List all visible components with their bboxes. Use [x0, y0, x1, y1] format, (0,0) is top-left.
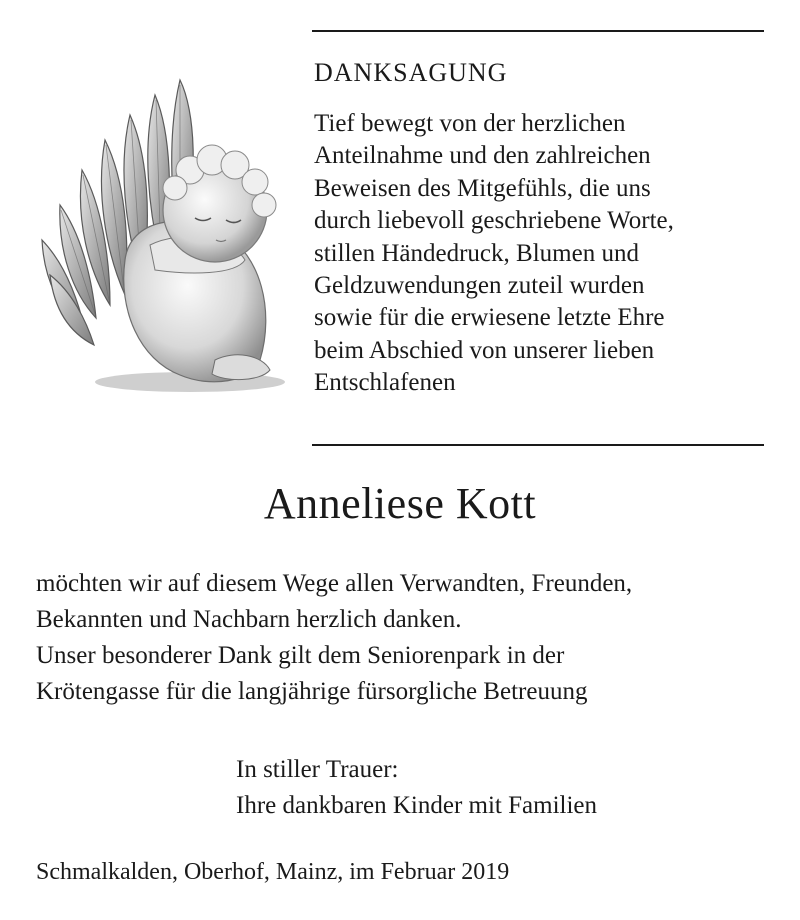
place-and-date: Schmalkalden, Oberhof, Mainz, im Februar 2019 [36, 859, 510, 885]
intro-line: Entschlafenen [314, 369, 456, 397]
intro-line: Anteilnahme und den zahlreichen [314, 142, 651, 170]
bottom-divider [312, 444, 764, 446]
deceased-name: Anneliese Kott [263, 479, 537, 528]
intro-paragraph [314, 108, 774, 400]
signoff-line: In stiller Trauer: [236, 756, 399, 783]
intro-line: Beweisen des Mitgefühls, die uns [314, 174, 651, 202]
body-line: Bekannten und Nachbarn herzlich danken. [36, 606, 462, 633]
body-line: möchten wir auf diesem Wege allen Verwandten, Freunden, [36, 570, 633, 597]
intro-line: durch liebevoll geschriebene Worte, [314, 207, 674, 235]
intro-line: beim Abschied von unserer lieben [314, 336, 655, 364]
thanks-paragraph [36, 566, 786, 710]
notice-heading: DANKSAGUNG [314, 58, 508, 87]
signoff [236, 752, 597, 824]
signoff-line: Ihre dankbaren Kinder mit Familien [236, 792, 597, 819]
intro-line: sowie für die erwiesene letzte Ehre [314, 304, 665, 332]
intro-line: Geldzuwendungen zuteil wurden [314, 272, 645, 300]
body-line: Unser besonderer Dank gilt dem Seniorenpark in der [36, 642, 565, 669]
intro-line: stillen Händedruck, Blumen und [314, 239, 639, 267]
intro-line: Tief bewegt von der herzlichen [314, 110, 626, 137]
top-divider [312, 30, 764, 32]
sleeping-angel-image [30, 70, 290, 400]
body-line: Krötengasse für die langjährige fürsorgliche Betreuung [36, 678, 588, 705]
